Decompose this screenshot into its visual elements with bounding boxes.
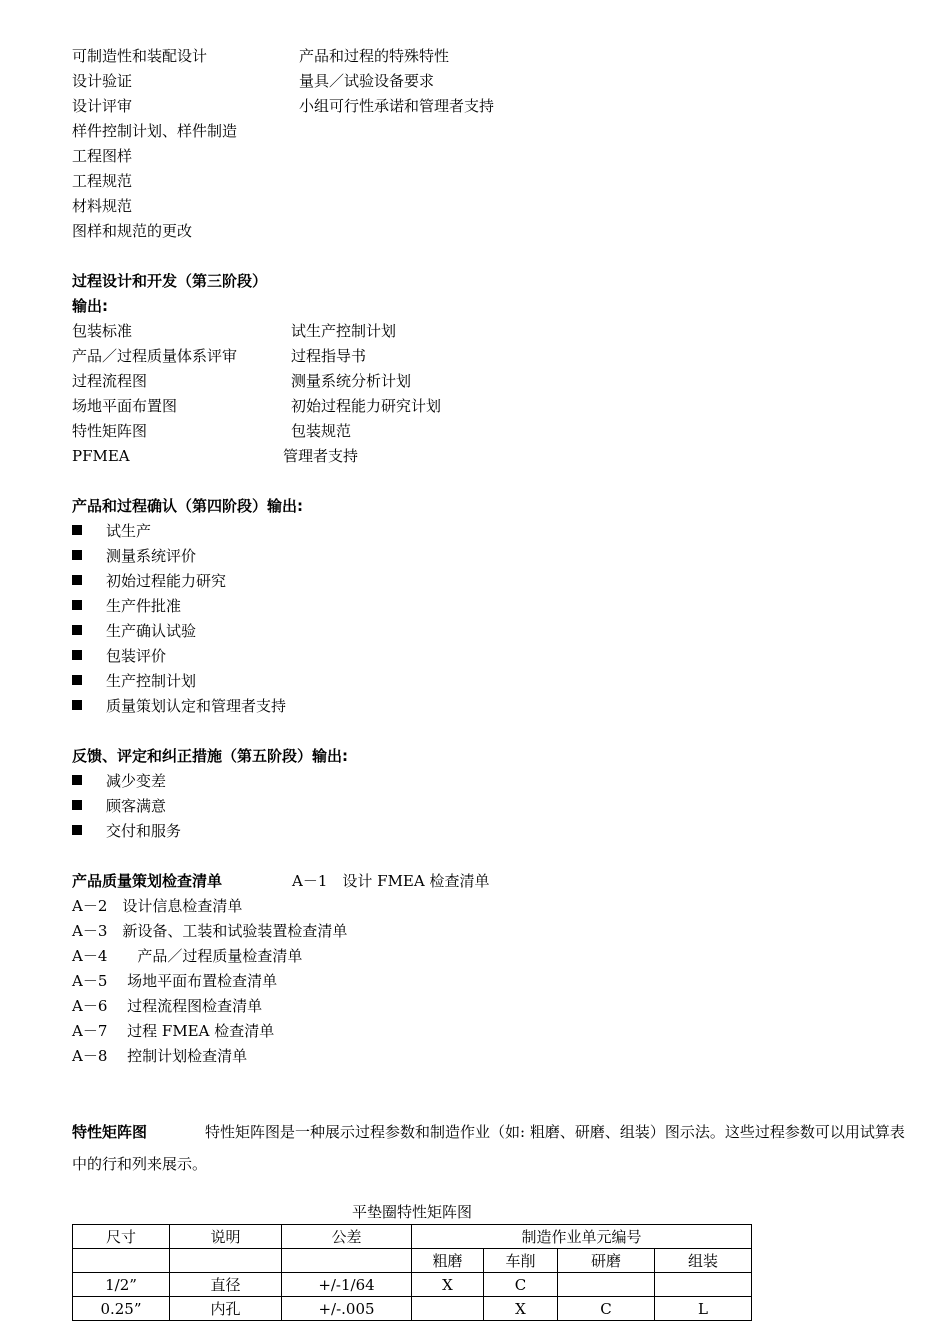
checklist-heading: 产品质量策划检查清单 xyxy=(72,872,223,890)
table-cell xyxy=(558,1273,655,1297)
list-item: 生产件批准 xyxy=(72,594,912,619)
design-output-item: 设计验证 xyxy=(72,72,133,90)
column-subheader: 研磨 xyxy=(558,1249,655,1273)
column-subheader: 车削 xyxy=(484,1249,558,1273)
list-item: 质量策划认定和管理者支持 xyxy=(72,694,912,719)
table-cell: C xyxy=(558,1297,655,1321)
phase5-section xyxy=(72,744,912,844)
phase5-heading: 反馈、评定和纠正措施（第五阶段） xyxy=(72,747,313,765)
column-header: 说明 xyxy=(170,1225,282,1249)
square-bullet-icon xyxy=(72,800,82,810)
phase4-output-label: 输出: xyxy=(267,497,304,515)
table-cell: L xyxy=(655,1297,752,1321)
column-subheader: 粗磨 xyxy=(412,1249,484,1273)
phase3-output-item: 包装标准 xyxy=(72,322,133,340)
design-output-item: 量具／试验设备要求 xyxy=(299,72,435,90)
square-bullet-icon xyxy=(72,550,82,560)
square-bullet-icon xyxy=(72,825,82,835)
matrix-heading: 特性矩阵图 xyxy=(72,1123,148,1141)
design-output-item: 材料规范 xyxy=(72,197,133,215)
phase3-output-item: 包装规范 xyxy=(291,422,352,440)
design-output-item: 小组可行性承诺和管理者支持 xyxy=(299,97,495,115)
square-bullet-icon xyxy=(72,625,82,635)
phase4-section xyxy=(72,494,912,719)
list-item: 测量系统评价 xyxy=(72,544,912,569)
matrix-intro xyxy=(72,1116,912,1180)
list-item: 试生产 xyxy=(72,519,912,544)
design-outputs xyxy=(72,44,912,244)
square-bullet-icon xyxy=(72,700,82,710)
column-header: 制造作业单元编号 xyxy=(412,1225,752,1249)
phase4-heading: 产品和过程确认（第四阶段） xyxy=(72,497,268,515)
square-bullet-icon xyxy=(72,575,82,585)
checklist-item: A－7 过程 FMEA 检查清单 xyxy=(72,1022,275,1040)
table-cell xyxy=(412,1297,484,1321)
list-item: 生产控制计划 xyxy=(72,669,912,694)
list-item: 减少变差 xyxy=(72,769,912,794)
phase3-output-item: 过程指导书 xyxy=(291,347,367,365)
phase5-output-label: 输出: xyxy=(312,747,349,765)
matrix-description: 特性矩阵图是一种展示过程参数和制造作业（如: 粗磨、研磨、组装）图示法。这些过程参数可以用试算表中的行和列来展示。 xyxy=(72,1123,905,1173)
design-output-item: 产品和过程的特殊特性 xyxy=(299,47,450,65)
table-row xyxy=(73,1273,752,1297)
phase3-output-item: 特性矩阵图 xyxy=(72,422,148,440)
list-item: 包装评价 xyxy=(72,644,912,669)
table-subheader-row xyxy=(73,1249,752,1273)
design-output-item: 样件控制计划、样件制造 xyxy=(72,122,238,140)
phase3-output-item: 测量系统分析计划 xyxy=(291,372,412,390)
checklist-item: A－3 新设备、工装和试验装置检查清单 xyxy=(72,922,348,940)
table-cell xyxy=(655,1273,752,1297)
checklist-item: A－4 产品／过程质量检查清单 xyxy=(72,947,303,965)
checklist-item: A－2 设计信息检查清单 xyxy=(72,897,243,915)
document-page xyxy=(72,44,912,1321)
square-bullet-icon xyxy=(72,525,82,535)
table-cell: C xyxy=(484,1273,558,1297)
square-bullet-icon xyxy=(72,600,82,610)
table-cell: +/-1/64 xyxy=(282,1273,412,1297)
list-item: 初始过程能力研究 xyxy=(72,569,912,594)
checklist-item: A－8 控制计划检查清单 xyxy=(72,1047,248,1065)
design-output-item: 可制造性和装配设计 xyxy=(72,47,208,65)
phase3-output-item: PFMEA xyxy=(72,447,130,465)
square-bullet-icon xyxy=(72,650,82,660)
design-output-item: 图样和规范的更改 xyxy=(72,222,193,240)
phase3-output-item: 过程流程图 xyxy=(72,372,148,390)
table-cell: 内孔 xyxy=(170,1297,282,1321)
checklist-item: A－1 设计 FMEA 检查清单 xyxy=(292,872,490,890)
design-output-item: 设计评审 xyxy=(72,97,133,115)
checklist-section xyxy=(72,869,912,1069)
table-cell: X xyxy=(412,1273,484,1297)
design-output-item: 工程规范 xyxy=(72,172,133,190)
phase3-section xyxy=(72,269,912,469)
table-cell: 直径 xyxy=(170,1273,282,1297)
column-subheader: 组装 xyxy=(655,1249,752,1273)
square-bullet-icon xyxy=(72,675,82,685)
list-item: 生产确认试验 xyxy=(72,619,912,644)
phase3-output-item: 产品／过程质量体系评审 xyxy=(72,347,238,365)
table-cell: 1/2” xyxy=(73,1273,170,1297)
phase3-output-item: 管理者支持 xyxy=(283,447,359,465)
square-bullet-icon xyxy=(72,775,82,785)
phase3-output-label: 输出: xyxy=(72,297,108,315)
table-cell: X xyxy=(484,1297,558,1321)
checklist-item: A－6 过程流程图检查清单 xyxy=(72,997,263,1015)
phase3-heading: 过程设计和开发（第三阶段） xyxy=(72,272,268,290)
column-header: 尺寸 xyxy=(73,1225,170,1249)
checklist-item: A－5 场地平面布置检查清单 xyxy=(72,972,278,990)
table-cell: 0.25” xyxy=(73,1297,170,1321)
phase3-output-item: 试生产控制计划 xyxy=(291,322,397,340)
characteristic-matrix-table xyxy=(72,1224,752,1321)
table-caption: 平垫圈特性矩阵图 xyxy=(351,1203,472,1221)
design-output-item: 工程图样 xyxy=(72,147,133,165)
list-item: 交付和服务 xyxy=(72,819,912,844)
table-row xyxy=(73,1297,752,1321)
phase3-output-item: 初始过程能力研究计划 xyxy=(291,397,442,415)
table-header-row xyxy=(73,1225,752,1249)
column-header: 公差 xyxy=(282,1225,412,1249)
table-cell: +/-.005 xyxy=(282,1297,412,1321)
list-item: 顾客满意 xyxy=(72,794,912,819)
phase3-output-item: 场地平面布置图 xyxy=(72,397,178,415)
